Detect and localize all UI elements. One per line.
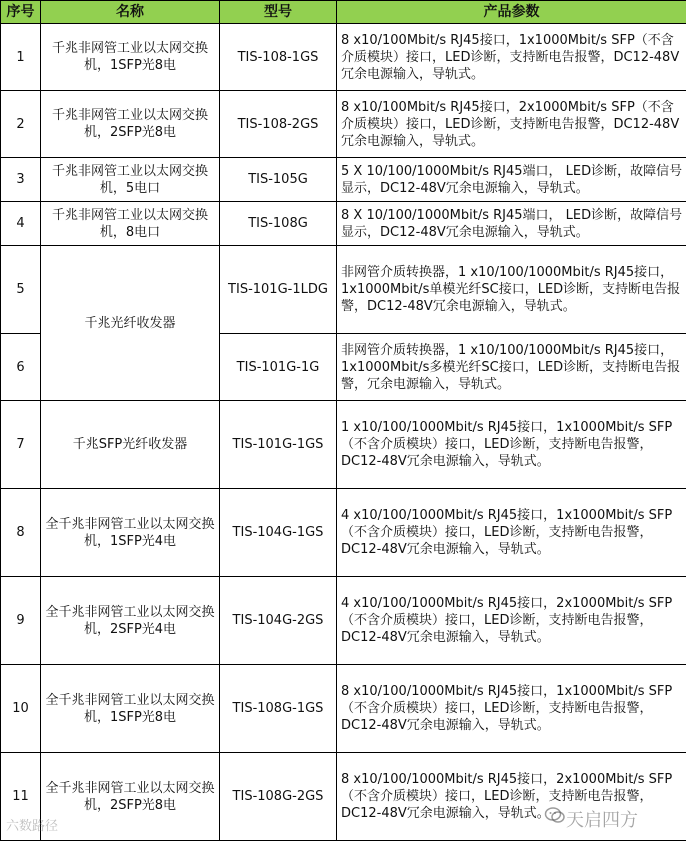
cell-params: 8 x10/100/1000Mbit/s RJ45接口，1x1000Mbit/s SFP（不含介质模块）接口，LED诊断，支持断电告报警，DC12-48V冗余电源输入，导轨式。 (337, 665, 686, 753)
cell-seq: 10 (1, 665, 41, 753)
cell-name: 千兆非网管工业以太网交换机，2SFP光8电 (41, 91, 220, 158)
cell-name: 千兆非网管工业以太网交换机，1SFP光8电 (41, 24, 220, 91)
cell-name: 千兆SFP光纤收发器 (41, 401, 220, 489)
cell-seq: 5 (1, 246, 41, 334)
cell-params: 4 x10/100/1000Mbit/s RJ45接口，1x1000Mbit/s SFP（不含介质模块）接口，LED诊断，支持断电告报警，DC12-48V冗余电源输入，导轨式。 (337, 489, 686, 577)
cell-name: 全千兆非网管工业以太网交换机，1SFP光4电 (41, 489, 220, 577)
cell-name: 千兆非网管工业以太网交换机，5电口 (41, 158, 220, 202)
cell-seq: 6 (1, 334, 41, 401)
cell-name-merged: 千兆光纤收发器 (41, 246, 220, 401)
table-row (1, 202, 686, 246)
table-row (1, 24, 686, 91)
cell-seq: 9 (1, 577, 41, 665)
cell-model: TIS-108-2GS (220, 91, 337, 158)
cell-seq: 11 (1, 753, 41, 841)
cell-params: 非网管介质转换器，1 x10/100/1000Mbit/s RJ45接口，1x1000Mbit/s单模光纤SC接口，LED诊断，支持断电告报警，DC12-48V冗余电源输入，导轨式。 (337, 246, 686, 334)
cell-params: 8 x10/100Mbit/s RJ45接口，1x1000Mbit/s SFP（不含介质模块）接口，LED诊断，支持断电告报警，DC12-48V冗余电源输入，导轨式。 (337, 24, 686, 91)
cell-seq: 1 (1, 24, 41, 91)
cell-params: 4 x10/100/1000Mbit/s RJ45接口，2x1000Mbit/s SFP（不含介质模块）接口，LED诊断，支持断电告报警，DC12-48V冗余电源输入，导轨式。 (337, 577, 686, 665)
cell-name: 全千兆非网管工业以太网交换机，2SFP光8电 (41, 753, 220, 841)
cell-params: 非网管介质转换器，1 x10/100/1000Mbit/s RJ45接口，1x1000Mbit/s多模光纤SC接口，LED诊断，支持断电告报警，冗余电源输入，导轨式。 (337, 334, 686, 401)
table-row (1, 91, 686, 158)
cell-params: 8 X 10/100/1000Mbit/s RJ45端口， LED诊断，故障信号显示，DC12-48V冗余电源输入，导轨式。 (337, 202, 686, 246)
cell-name: 全千兆非网管工业以太网交换机，1SFP光8电 (41, 665, 220, 753)
cell-model: TIS-108G-2GS (220, 753, 337, 841)
table-row (1, 401, 686, 489)
cell-params: 1 x10/100/1000Mbit/s RJ45接口，1x1000Mbit/s SFP（不含介质模块）接口，LED诊断，支持断电告报警，DC12-48V冗余电源输入，导轨式。 (337, 401, 686, 489)
header-seq: 序号 (1, 1, 41, 24)
cell-params: 8 x10/100Mbit/s RJ45接口，2x1000Mbit/s SFP（不含介质模块）接口，LED诊断，支持断电告报警，DC12-48V冗余电源输入，导轨式。 (337, 91, 686, 158)
table-row (1, 665, 686, 753)
cell-seq: 8 (1, 489, 41, 577)
header-name: 名称 (41, 1, 220, 24)
cell-model: TIS-108G (220, 202, 337, 246)
watermark-right: 天启四方 (566, 806, 638, 832)
table-row (1, 158, 686, 202)
cell-model: TIS-108G-1GS (220, 665, 337, 753)
cell-model: TIS-108-1GS (220, 24, 337, 91)
cell-params: 5 X 10/100/1000Mbit/s RJ45端口， LED诊断，故障信号显示，DC12-48V冗余电源输入，导轨式。 (337, 158, 686, 202)
cell-seq: 3 (1, 158, 41, 202)
cell-model: TIS-101G-1LDG (220, 246, 337, 334)
header-model: 型号 (220, 1, 337, 24)
cell-seq: 4 (1, 202, 41, 246)
table-row (1, 246, 686, 334)
cell-name: 全千兆非网管工业以太网交换机，2SFP光4电 (41, 577, 220, 665)
watermark-left: 六数路径 (6, 815, 58, 834)
cell-model: TIS-104G-2GS (220, 577, 337, 665)
cell-model: TIS-104G-1GS (220, 489, 337, 577)
cell-seq: 2 (1, 91, 41, 158)
cell-model: TIS-101G-1GS (220, 401, 337, 489)
table-header-row (1, 1, 686, 24)
cell-seq: 7 (1, 401, 41, 489)
cell-model: TIS-105G (220, 158, 337, 202)
cell-params: 8 x10/100/1000Mbit/s RJ45接口，2x1000Mbit/s SFP（不含介质模块）接口，LED诊断，支持断电告报警，DC12-48V冗余电源输入，导轨式。 (337, 753, 686, 841)
cell-name: 千兆非网管工业以太网交换机，8电口 (41, 202, 220, 246)
table-row (1, 489, 686, 577)
table-row (1, 753, 686, 841)
header-params: 产品参数 (337, 1, 686, 24)
cell-model: TIS-101G-1G (220, 334, 337, 401)
table-row (1, 577, 686, 665)
wechat-logo-icon (544, 804, 566, 826)
